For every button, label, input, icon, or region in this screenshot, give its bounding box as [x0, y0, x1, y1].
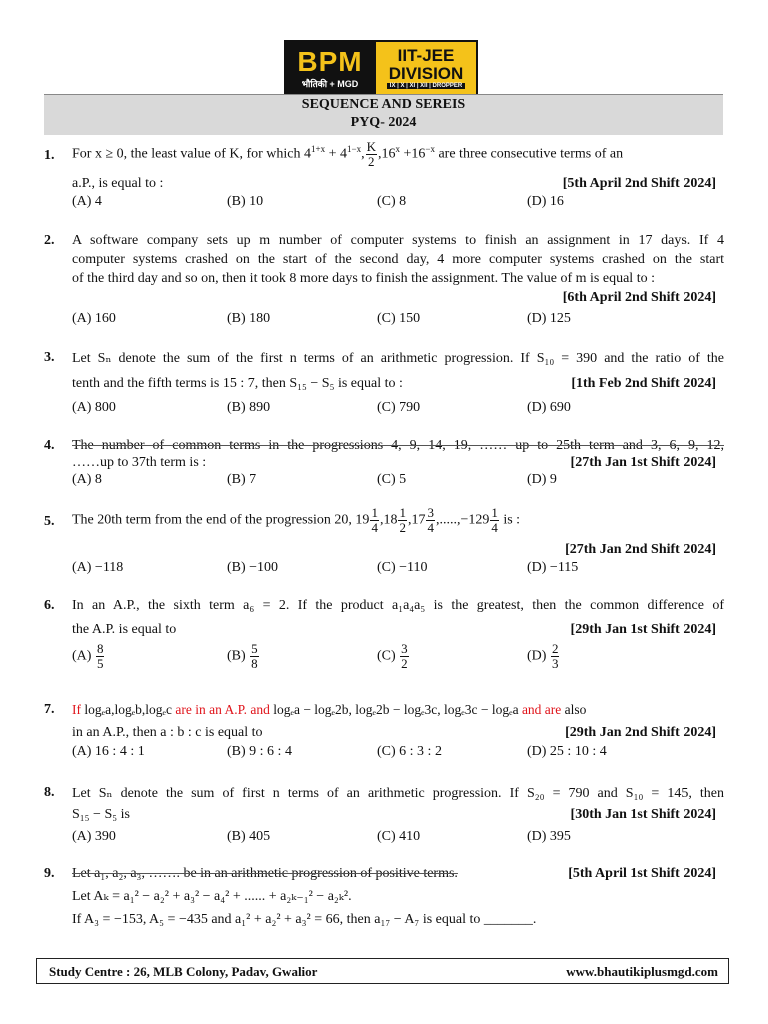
logo-line2: DIVISION: [388, 64, 464, 83]
option-d: (D) 395: [527, 829, 571, 844]
source-tag: [5th April 2nd Shift 2024]: [562, 176, 716, 191]
question-stem-line1: The 20th term from the end of the progression 20, 19 $\frac{1}{4}$ ,18 $\frac{1}{2}$ ,17 $\frac{3}{4}$ ,.....,−129 $\frac{1}{4}$ is :: [72, 505, 521, 535]
option-c: (C) 150: [377, 311, 421, 326]
option-b: (B) $\frac{5}{8}$: [227, 641, 258, 671]
option-a: (A) −118: [72, 560, 124, 575]
option-d: (D) 25 : 10 : 4: [527, 744, 607, 759]
question-stem-line1: Let Sₙ denote the sum of the first n terms of an arithmetic progression. If S₁₀ = 390 and the ratio of the: [72, 351, 724, 366]
brand-logo: [284, 40, 478, 96]
page-title: SEQUENCE AND SEREIS: [301, 97, 466, 112]
page-subtitle: PYQ- 2024: [350, 115, 417, 130]
fraction: $\frac{3}{4}$: [427, 505, 434, 535]
question-number: 9.: [44, 866, 55, 881]
option-d: (D) 16: [527, 194, 564, 209]
option-c: (C) 790: [377, 400, 421, 415]
title-band: [44, 94, 723, 135]
option-c: (C) $\frac{3}{2}$: [377, 641, 408, 671]
source-tag: [29th Jan 2nd Shift 2024]: [565, 725, 716, 740]
source-tag: [27th Jan 1st Shift 2024]: [570, 455, 716, 470]
question-stem-line2: computer systems crashed on the start of the second day, 4 more computer systems crashed on the start: [72, 252, 724, 267]
question-number: 3.: [44, 350, 55, 365]
logo-division-block: [376, 40, 478, 96]
fraction: $\frac{K}{2}$: [366, 139, 376, 169]
option-a: (A) 16 : 4 : 1: [72, 744, 145, 759]
question-stem-line1: For x ≥ 0, the least value of K, for which $4^{1+x} + 4^{1-x}$, $\frac{K}{2}$ $,16^x +16^{-x}$ are three consecutive terms of an: [72, 139, 624, 169]
question-stem-line2: a.P., is equal to :: [72, 176, 164, 191]
question-stem-line2: S₁₅ − S₅ is: [72, 807, 130, 822]
logo-sub: भौतिकी + MGD: [301, 78, 359, 89]
question-number: 4.: [44, 438, 55, 453]
logo-classes: IX | X | XI | XII | DROPPER: [387, 83, 465, 89]
option-b: (B) 405: [227, 829, 271, 844]
option-d: (D) −115: [527, 560, 579, 575]
option-a: (A) 390: [72, 829, 116, 844]
option-b: (B) 9 : 6 : 4: [227, 744, 292, 759]
question-stem-line1: The number of common terms in the progressions 4, 9, 14, 19, …… up to 25th term and 3, 6, 9, 12,: [72, 438, 724, 453]
option-d: (D) 9: [527, 472, 557, 487]
option-c: (C) −110: [377, 560, 428, 575]
source-tag: [5th April 1st Shift 2024]: [568, 866, 716, 881]
question-number: 5.: [44, 514, 55, 529]
option-b: (B) 890: [227, 400, 271, 415]
fraction: $\frac{1}{4}$: [491, 505, 498, 535]
option-a: (A) 4: [72, 194, 102, 209]
option-a: (A) $\frac{8}{5}$: [72, 641, 104, 671]
question-stem-line1: Let Sₙ denote the sum of first n terms of an arithmetic progression. If S₂₀ = 790 and S₁₀ = 145, then: [72, 786, 724, 801]
option-a: (A) 160: [72, 311, 116, 326]
option-d: (D) 125: [527, 311, 571, 326]
question-stem-line1: In an A.P., the sixth term a₆ = 2. If the product a₁a₄a₅ is the greatest, then the common difference of: [72, 598, 724, 613]
question-stem-line2: tenth and the fifth terms is 15 : 7, then S₁₅ − S₅ is equal to :: [72, 376, 403, 391]
option-b: (B) 7: [227, 472, 257, 487]
question-stem-line1: Let a₁, a₂, a₃, ……. be in an arithmetic progression of positive terms.: [72, 866, 458, 881]
question-number: 2.: [44, 233, 55, 248]
option-c: (C) 5: [377, 472, 407, 487]
question-stem-line3: of the third day and so on, then it took 8 more days to finish the assignment. The value of m is equal to :: [72, 271, 655, 286]
option-d: (D) 690: [527, 400, 571, 415]
logo-brand: BPM: [297, 45, 363, 77]
question-stem-line1: If logₑa,logₑb,logₑc are in an A.P. and logₑa − logₑ2b, logₑ2b − logₑ3c, logₑ3c − logₑa and are also: [72, 702, 587, 717]
question-stem-line1: A software company sets up m number of computer systems to finish an assignment in 17 days. If 4: [72, 233, 724, 248]
option-d: (D) $\frac{2}{3}$: [527, 641, 559, 671]
option-c: (C) 8: [377, 194, 407, 209]
option-a: (A) 800: [72, 400, 116, 415]
source-tag: [30th Jan 1st Shift 2024]: [570, 807, 716, 822]
footer-website: www.bhautikiplusmgd.com: [566, 964, 718, 979]
page-footer: [36, 958, 729, 984]
source-tag: [27th Jan 2nd Shift 2024]: [565, 542, 716, 557]
logo-line1: IIT-JEE: [397, 46, 455, 65]
footer-address: Study Centre : 26, MLB Colony, Padav, Gwalior: [49, 964, 318, 979]
source-tag: [29th Jan 1st Shift 2024]: [570, 622, 716, 637]
question-stem-line2: in an A.P., then a : b : c is equal to: [72, 725, 263, 740]
source-tag: [1th Feb 2nd Shift 2024]: [571, 376, 716, 391]
question-number: 1.: [44, 148, 55, 163]
option-b: (B) −100: [227, 560, 279, 575]
source-tag: [6th April 2nd Shift 2024]: [562, 290, 716, 305]
question-stem-line3: If A₃ = −153, A₅ = −435 and a₁² + a₂² + a₃² = 66, then a₁₇ − A₇ is equal to _______.: [72, 912, 537, 927]
question-stem-line2: Let Aₖ = a₁² − a₂² + a₃² − a₄² + ...... + a₂ₖ₋₁² − a₂ₖ².: [72, 889, 352, 904]
question-number: 6.: [44, 598, 55, 613]
option-c: (C) 410: [377, 829, 421, 844]
question-number: 7.: [44, 702, 55, 717]
question-number: 8.: [44, 785, 55, 800]
option-a: (A) 8: [72, 472, 102, 487]
question-stem-line2: the A.P. is equal to: [72, 622, 177, 637]
option-c: (C) 6 : 3 : 2: [377, 744, 442, 759]
fraction: $\frac{1}{4}$: [371, 505, 378, 535]
fraction: $\frac{1}{2}$: [399, 505, 406, 535]
option-b: (B) 180: [227, 311, 271, 326]
logo-bpm-block: [284, 40, 376, 96]
option-b: (B) 10: [227, 194, 264, 209]
question-stem-line2: ……up to 37th term is :: [72, 455, 207, 470]
